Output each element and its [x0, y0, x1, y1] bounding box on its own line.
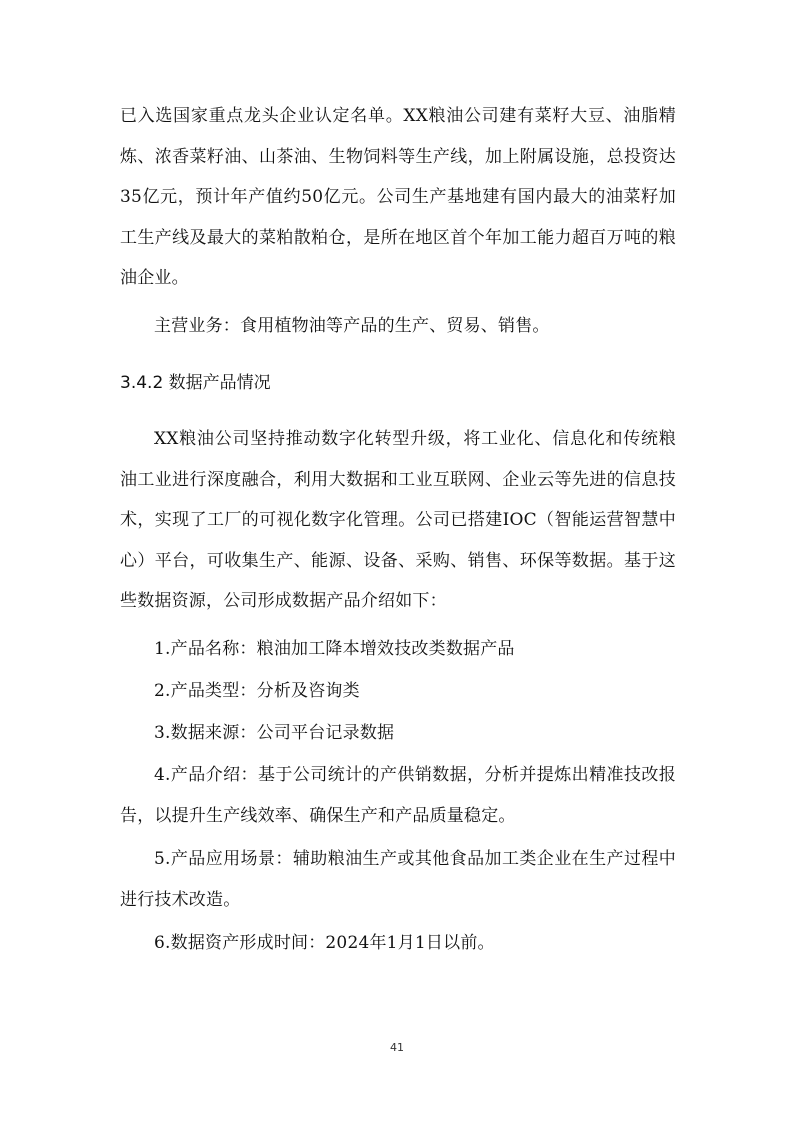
list-item-formation-time: 6.数据资产形成时间：2024年1月1日以前。 — [154, 933, 495, 953]
data-product-intro-paragraph: XX粮油公司坚持推动数字化转型升级，将工业化、信息化和传统粮油工业进行深度融合，利用大数据和工业互联网、企业云等先进的信息技术，实现了工厂的可视化数字化管理。公司已搭建IOC（智能运营智慧中心）平台，可收集生产、能源、设备、采购、销售、环保等数据。基于这些数据资源，公司形成数据产品介绍如下： — [120, 429, 676, 611]
list-item-product-type: 2.产品类型：分析及咨询类 — [154, 681, 360, 701]
list-item-product-name: 1.产品名称：粮油加工降本增效技改类数据产品 — [154, 639, 515, 659]
list-item-data-source: 3.数据来源：公司平台记录数据 — [154, 723, 395, 743]
list-item-application-scenario: 5.产品应用场景：辅助粮油生产或其他食品加工类企业在生产过程中进行技术改造。 — [120, 849, 676, 910]
list-item-product-description: 4.产品介绍：基于公司统计的产供销数据，分析并提炼出精准技改报告，以提升生产线效率、确保生产和产品质量稳定。 — [120, 765, 676, 826]
main-business-paragraph: 主营业务：食用植物油等产品的生产、贸易、销售。 — [154, 316, 550, 336]
section-heading: 3.4.2 数据产品情况 — [120, 373, 271, 393]
company-overview-paragraph: 已入选国家重点龙头企业认定名单。XX粮油公司建有菜籽大豆、油脂精炼、浓香菜籽油、山茶油、生物饲料等生产线，加上附属设施，总投资达35亿元，预计年产值约50亿元。公司生产基地建有国内最大的油菜籽加工生产线及最大的菜粕散粕仓，是所在地区首个年加工能力超百万吨的粮油企业。 — [120, 106, 676, 288]
page-number: 41 — [390, 1041, 404, 1054]
